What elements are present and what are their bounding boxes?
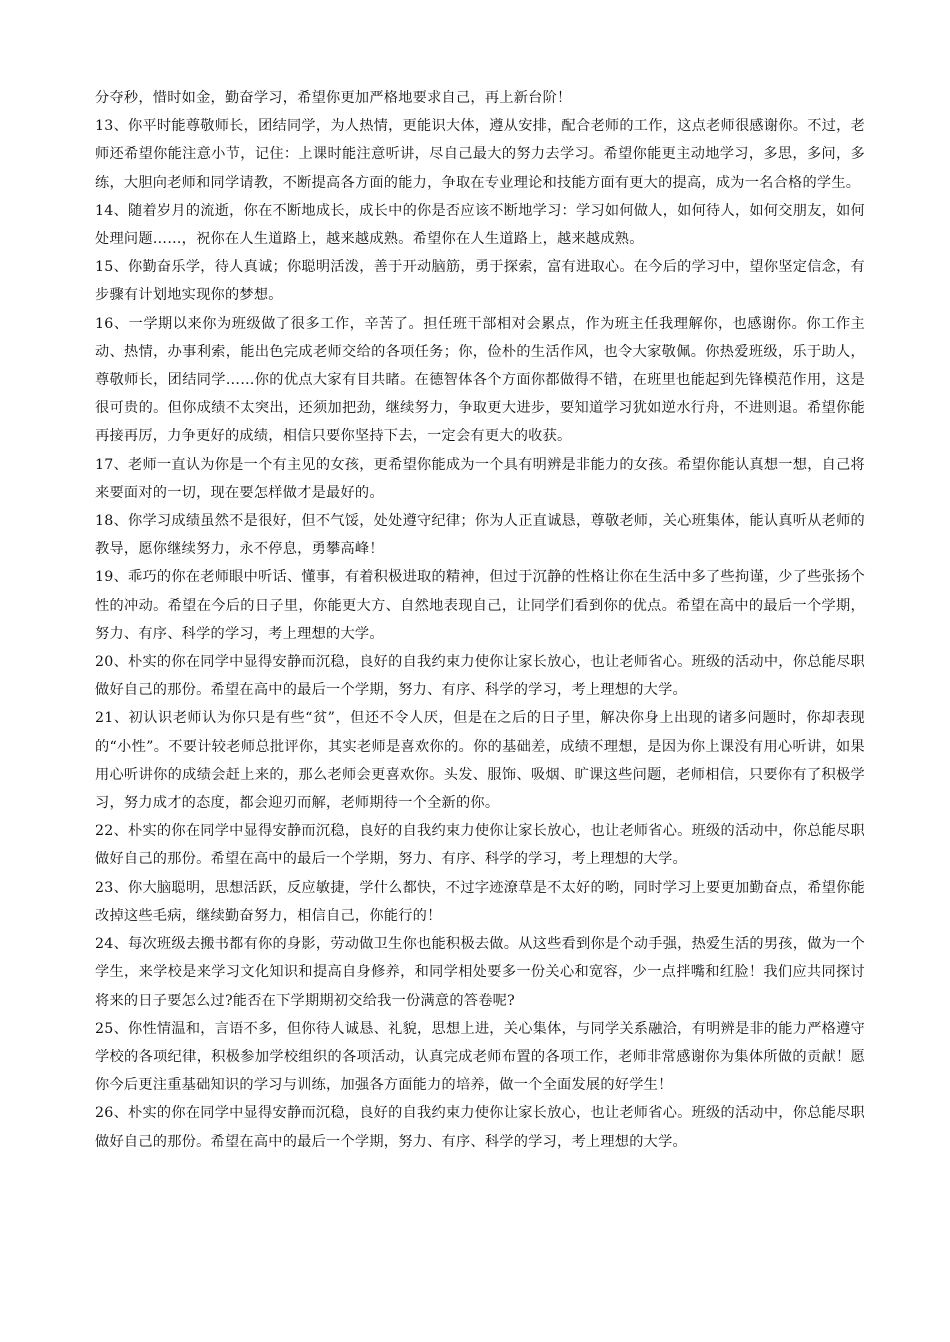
comment-25: 25、你性情温和，言语不多，但你待人诚恳、礼貌，思想上进，关心集体，与同学关系融洽，有明辨是非的能力严格遵守学校的各项纪律，积极参加学校组织的各项活动，认真完成老师布置的各项工作，老师非常感谢你为集体所做的贡献！愿你今后更注重基础知识的学习与训练，加强各方面能力的培养，做一个全面发展的好学生！: [95, 1020, 865, 1094]
comment-24: 24、每次班级去搬书都有你的身影，劳动做卫生你也能积极去做。从这些看到你是个动手强，热爱生活的男孩，做为一个学生，来学校是来学习文化知识和提高自身修养，和同学相处要多一份关心和宽容，少一点拌嘴和红脸！我们应共同探讨将来的日子要怎么过?能否在下学期期初交给我一份满意的答卷呢?: [95, 936, 865, 1009]
comment-26: 26、朴实的你在同学中显得安静而沉稳，良好的自我约束力使你让家长放心，也让老师省心。班级的活动中，你总能尽职做好自己的那份。希望在高中的最后一个学期，努力、有序、科学的学习，考上理想的大学。: [95, 1105, 865, 1150]
comment-20: 20、朴实的你在同学中显得安静而沉稳，良好的自我约束力使你让家长放心，也让老师省心。班级的活动中，你总能尽职做好自己的那份。希望在高中的最后一个学期，努力、有序、科学的学习，考上理想的大学。: [95, 654, 865, 699]
comment-18: 18、你学习成绩虽然不是很好，但不气馁，处处遵守纪律；你为人正直诚恳，尊敬老师，关心班集体，能认真听从老师的教导，愿你继续努力，永不停息，勇攀高峰！: [95, 513, 865, 558]
comment-13: 13、你平时能尊敬师长，团结同学，为人热情，更能识大体，遵从安排，配合老师的工作，这点老师很感谢你。不过，老师还希望你能注意小节，记住：上课时能注意听讲，尽自己最大的努力去学习。希望你能更主动地学习，多思，多问，多练，大胆向老师和同学请教，不断提高各方面的能力，争取在专业理论和技能方面有更大的提高，成为一名合格的学生。: [95, 118, 865, 191]
comment-15: 15、你勤奋乐学，待人真诚；你聪明活泼，善于开动脑筋，勇于探索，富有进取心。在今后的学习中，望你坚定信念，有步骤有计划地实现你的梦想。: [95, 259, 865, 304]
comment-17: 17、老师一直认为你是一个有主见的女孩，更希望你能成为一个具有明辨是非能力的女孩。希望你能认真想一想，自己将来要面对的一切，现在要怎样做才是最好的。: [95, 456, 865, 501]
comment-23: 23、你大脑聪明，思想活跃，反应敏捷，学什么都快，不过字迹潦草是不太好的哟，同时学习上要更加勤奋点，希望你能改掉这些毛病，继续勤奋努力，相信自己，你能行的！: [95, 879, 865, 924]
comment-16: 16、一学期以来你为班级做了很多工作，辛苦了。担任班干部相对会累点，作为班主任我理解你，也感谢你。你工作主动、热情，办事利索，能出色完成老师交给的各项任务；你，俭朴的生活作风，也令大家敬佩。你热爱班级，乐于助人，尊敬师长，团结同学……你的优点大家有目共睹。在德智体各个方面你都做得不错，在班里也能起到先锋模范作用，这是很可贵的。但你成绩不太突出，还须加把劲，继续努力，争取更大进步，要知道学习犹如逆水行舟，不进则退。希望你能再接再厉，力争更好的成绩，相信只要你坚持下去，一定会有更大的收获。: [95, 315, 865, 445]
paragraph-continuation: 分夺秒，惜时如金，勤奋学习，希望你更加严格地要求自己，再上新台阶！: [95, 90, 572, 106]
comment-19: 19、乖巧的你在老师眼中听话、懂事，有着积极进取的精神，但过于沉静的性格让你在生活中多了些拘谨，少了些张扬个性的冲动。希望在今后的日子里，你能更大方、自然地表现自己，让同学们看到你的优点。希望在高中的最后一个学期，努力、有序、科学的学习，考上理想的大学。: [95, 569, 865, 642]
comment-21: 21、初认识老师认为你只是有些“贫”，但还不令人厌，但是在之后的日子里，解决你身上出现的诸多问题时，你却表现的“小性”。不要计较老师总批评你，其实老师是喜欢你的。你的基础差，成绩不理想，是因为你上课没有用心听讲，如果用心听讲你的成绩会赶上来的，那么老师会更喜欢你。头发、服饰、吸烟、旷课这些问题，老师相信，只要你有了积极学习，努力成才的态度，都会迎刃而解，老师期待一个全新的你。: [95, 710, 865, 812]
comment-22: 22、朴实的你在同学中显得安静而沉稳，良好的自我约束力使你让家长放心，也让老师省心。班级的活动中，你总能尽职做好自己的那份。希望在高中的最后一个学期，努力、有序、科学的学习，考上理想的大学。: [95, 823, 865, 868]
comment-14: 14、随着岁月的流逝，你在不断地成长，成长中的你是否应该不断地学习：学习如何做人，如何待人，如何交朋友，如何处理问题……，祝你在人生道路上，越来越成熟。希望你在人生道路上，越来越成熟。: [95, 202, 865, 248]
document-body: [95, 84, 865, 1156]
